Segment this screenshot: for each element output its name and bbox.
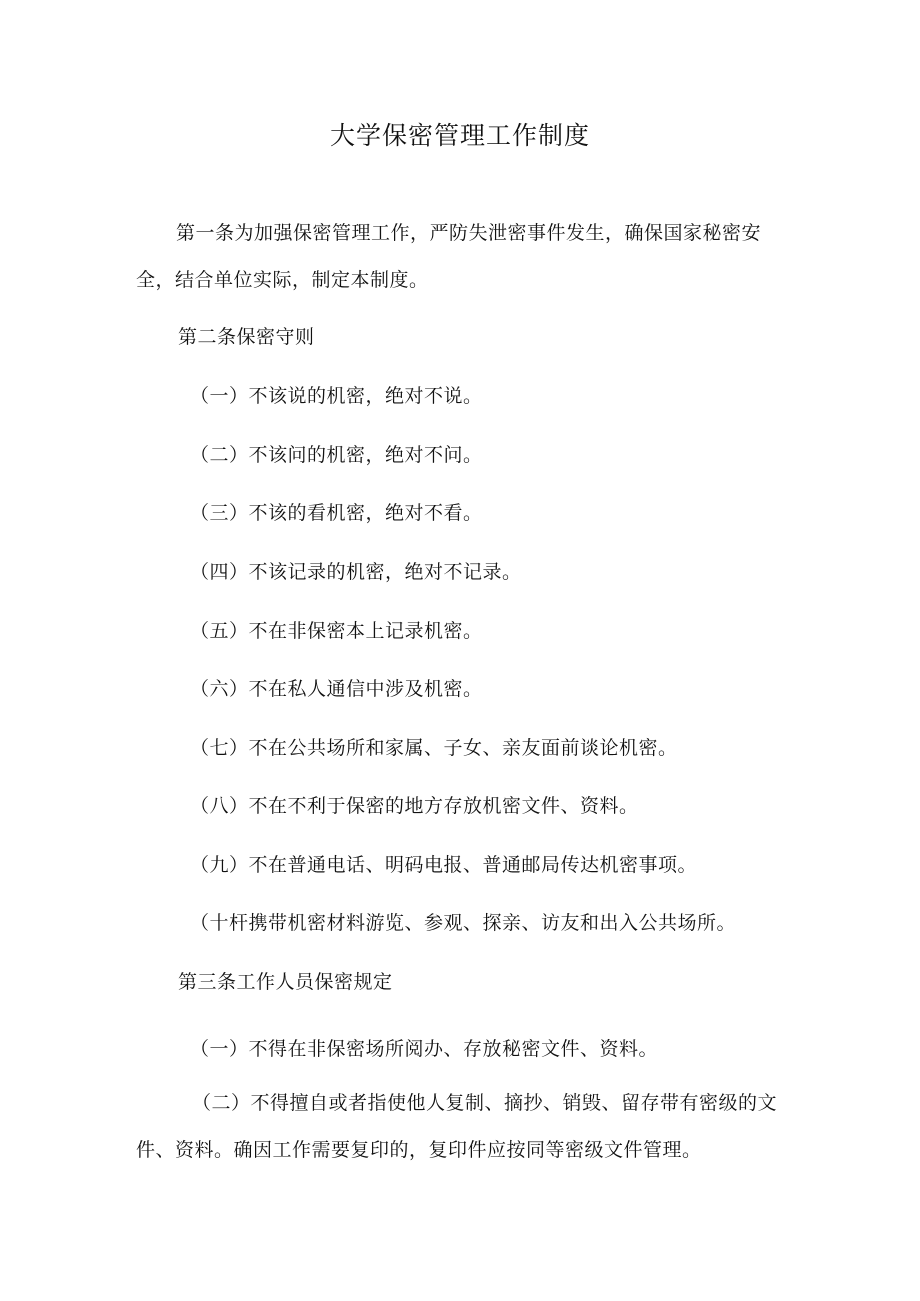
article-2-item: （二）不该问的机密，绝对不问。	[190, 444, 483, 466]
article-2-item: （一）不该说的机密，绝对不说。	[190, 385, 483, 407]
article-2-heading: 第二条保密守则	[178, 326, 315, 348]
article-3-item: （一）不得在非保密场所阅办、存放秘密文件、资料。	[190, 1038, 659, 1060]
article-2-item: （三）不该的看机密，绝对不看。	[190, 502, 483, 524]
article-2-item: （八）不在不利于保密的地方存放机密文件、资料。	[190, 795, 639, 817]
article-3-heading: 第三条工作人员保密规定	[178, 971, 393, 993]
article-2-item: （十杆携带机密材料游览、参观、探亲、访友和出入公共场所。	[190, 912, 737, 934]
article-1-paragraph: 第一条为加强保密管理工作，严防失泄密事件发生，确保国家秘密安全，结合单位实际，制定本制度。	[136, 222, 762, 291]
article-2-item: （九）不在普通电话、明码电报、普通邮局传达机密事项。	[190, 854, 698, 876]
article-3-item: （二）不得擅自或者指使他人复制、摘抄、销毁、留存带有密级的文件、资料。确因工作需要复印的，复印件应按同等密级文件管理。	[136, 1092, 778, 1161]
article-2-item: （七）不在公共场所和家属、子女、亲友面前谈论机密。	[190, 737, 678, 759]
article-2-item: （五）不在非保密本上记录机密。	[190, 620, 483, 642]
article-2-item: （四）不该记录的机密，绝对不记录。	[190, 561, 522, 583]
article-2-item: （六）不在私人通信中涉及机密。	[190, 678, 483, 700]
document-title: 大学保密管理工作制度	[329, 121, 590, 150]
